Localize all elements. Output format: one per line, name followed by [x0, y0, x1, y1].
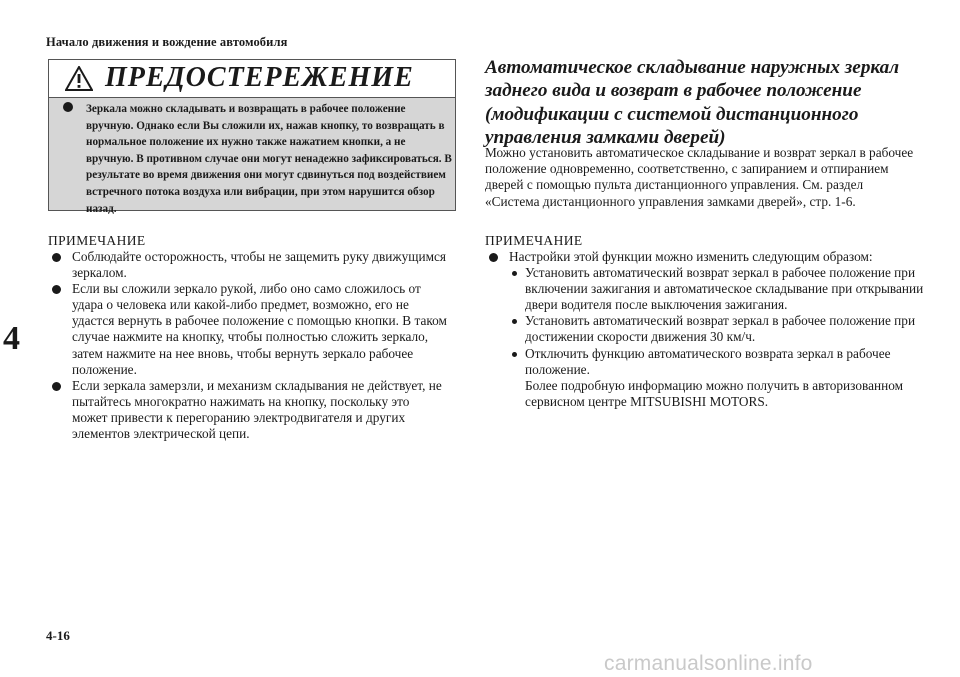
- list-item: [48, 281, 448, 378]
- bullet-icon: [52, 285, 61, 294]
- sub-item-text: Установить автоматический возврат зеркал в рабочее положение при включении зажигания и автоматическое складывание при открывании двери водителя после выключения зажигания.: [525, 265, 924, 313]
- sub-item-text: Установить автоматический возврат зеркал в рабочее положение при достижении скорости движения 30 км/ч.: [525, 313, 916, 345]
- bullet-icon: [52, 382, 61, 391]
- left-note: [48, 233, 448, 442]
- list-item-text: Соблюдайте осторожность, чтобы не защемить руку движущимся зеркалом.: [72, 249, 447, 281]
- list-item-text: Если зеркала замерзли, и механизм складывания не действует, не пытайтесь многократно нажимать на кнопку, поскольку это может привести к перегоранию электродвигателя и других элементов электрической цепи.: [72, 377, 442, 442]
- note-intro: Настройки этой функции можно изменить следующим образом:: [509, 249, 873, 264]
- small-bullet-icon: [512, 271, 517, 276]
- small-bullet-icon: [512, 352, 517, 357]
- note-title: ПРИМЕЧАНИЕ: [48, 233, 146, 248]
- bullet-icon: [52, 253, 61, 262]
- sub-item-text: Отключить функцию автоматического возврата зеркал в рабочее положение.: [525, 345, 891, 377]
- section-heading: Автоматическое складывание наружных зеркал заднего вида и возврат в рабочее положение (модификации с системой дистанционного управления замками дверей): [485, 57, 900, 148]
- list-item: [48, 249, 448, 281]
- small-bullet-icon: [512, 319, 517, 324]
- note-footer: Более подробную информацию можно получить в авторизованном сервисном центре MITSUBISHI MOTORS.: [525, 377, 904, 409]
- list-item-text: Если вы сложили зеркало рукой, либо оно само сложилось от удара о человека или какой-либо предмет, возможно, его не удастся вернуть в рабочее положение с помощью кнопки. В таком случае нажмите на кнопку, чтобы полностью сложить зеркало, затем нажмите на нее вновь, чтобы вернуть зеркало рабочее положение.: [72, 281, 447, 377]
- warning-box: [48, 59, 456, 215]
- bullet-icon: [63, 102, 73, 112]
- warning-header: [49, 60, 455, 98]
- bullet-icon: [489, 253, 498, 262]
- note-list: [48, 249, 448, 442]
- note-title: ПРИМЕЧАНИЕ: [485, 233, 583, 248]
- page-number: 4-16: [46, 628, 70, 643]
- section-header: Начало движения и вождение автомобиля: [46, 35, 288, 49]
- list-item: [48, 378, 448, 442]
- section-paragraph: Можно установить автоматическое складывание и возврат зеркал в рабочее положение одновременно, соответственно, с запиранием и отпиранием дверей с помощью пульта дистанционного управления. См. раздел «Система дистанционного управления замками дверей», стр. 1-6.: [485, 145, 914, 209]
- sub-list-item: [509, 346, 925, 410]
- right-note: [485, 233, 925, 410]
- chapter-tab: 4: [3, 320, 20, 357]
- warning-text: Зеркала можно складывать и возвращать в рабочее положение вручную. Однако если Вы сложили их, нажав кнопку, то возвращать в нормальное положение их нужно также нажатием кнопки, а не вручную. В противном случае они могут ненадежно зафиксироваться. В результате во время движения они могут сдвинуться под воздействием встречного потока воздуха или вибрации, при этом нарушится обзор назад.: [86, 103, 452, 215]
- list-item: [485, 249, 925, 410]
- warning-triangle-icon: [65, 66, 93, 91]
- sub-list-item: [509, 265, 925, 313]
- sub-list-item: [509, 313, 925, 345]
- warning-title: ПРЕДОСТЕРЕЖЕНИЕ: [105, 62, 414, 93]
- note-list: [485, 249, 925, 410]
- watermark: carmanualsonline.info: [604, 652, 813, 675]
